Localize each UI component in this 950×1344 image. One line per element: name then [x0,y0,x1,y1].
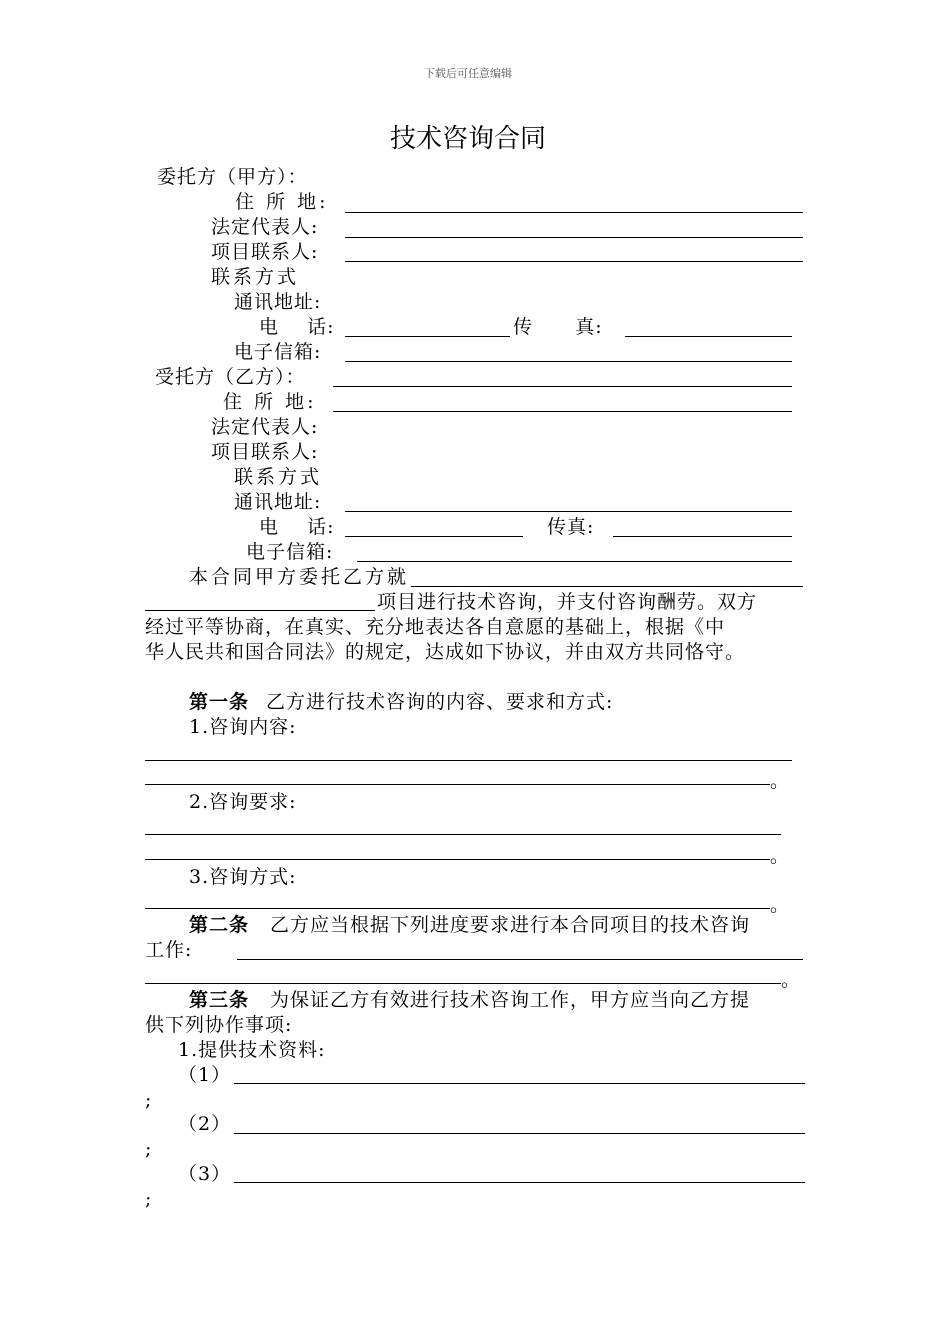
article-1-item-1: 1.咨询内容: [189,716,297,738]
party-a-heading: 委托方（甲方）： [157,166,308,188]
party-a-legal-rep-label: 法定代表人: [211,216,319,238]
party-b-mail-address-label: 通讯地址: [234,491,322,513]
party-a-phone-blank [345,336,510,337]
preamble-line-4: 华人民共和国合同法》的规定，达成如下协议，并由双方共同恪守。 [145,641,746,663]
party-b-name-blank [333,386,792,387]
article-2-label: 第二条 [189,914,250,936]
tech-material-2-semicolon: ; [145,1138,153,1160]
consult-requirement-blank-2 [145,859,770,860]
article-1-label: 第一条 [189,691,250,713]
tech-material-2-blank [234,1133,805,1134]
consult-content-period: 。 [770,770,791,792]
tech-material-1-label: （1） [178,1064,232,1086]
party-a-address-blank [345,212,803,213]
article-2-text: 乙方应当根据下列进度要求进行本合同项目的技术咨询 [270,914,751,936]
consult-content-blank-1 [145,760,792,761]
party-b-fax-label: 传真: [547,516,595,538]
tech-material-3-blank [234,1182,805,1183]
article-1-item-2: 2.咨询要求: [189,791,297,813]
schedule-blank-2 [145,983,781,984]
party-b-address-label: 住 所 地: [223,391,317,413]
header-note: 下载后可任意编辑 [424,67,512,80]
party-a-phone-label: 电 话: [259,316,335,338]
party-b-email-blank [357,561,792,562]
article-1-text: 乙方进行技术咨询的内容、要求和方式: [266,691,614,713]
party-b-fax-blank [613,536,792,537]
party-b-mail-address-blank [345,511,792,512]
tech-material-3-semicolon: ; [145,1188,153,1210]
preamble-line-3: 经过平等协商，在真实、充分地表达各自意愿的基础上，根据《中 [145,616,726,638]
schedule-period: 。 [781,969,802,991]
preamble-project-blank-2 [145,610,375,611]
party-b-legal-rep-label: 法定代表人: [211,416,319,438]
schedule-blank-1 [237,959,803,960]
article-2-cont: 工作: [145,939,193,961]
party-b-phone-label: 电 话: [259,516,335,538]
party-a-contact-method-label: 联系方式 [211,266,300,288]
consult-content-blank-2 [145,784,770,785]
party-a-email-label: 电子信箱: [234,341,322,363]
article-3-item-1: 1.提供技术资料: [178,1039,326,1061]
consult-method-period: 。 [770,894,791,916]
party-a-address-label: 住 所 地: [235,191,329,213]
party-a-legal-rep-blank [345,237,803,238]
party-b-contact-person-label: 项目联系人: [211,441,319,463]
party-a-fax-blank [625,336,792,337]
party-b-email-label: 电子信箱: [246,541,334,563]
page-title: 技术咨询合同 [390,124,547,154]
article-1-item-3: 3.咨询方式: [189,866,297,888]
party-a-email-blank [345,361,792,362]
article-3-text: 为保证乙方有效进行技术咨询工作，甲方应当向乙方提 [270,989,751,1011]
party-b-contact-method-label: 联系方式 [234,466,323,488]
party-a-fax-label: 传 真: [513,316,603,338]
party-a-mail-address-label: 通讯地址: [234,291,322,313]
consult-requirement-blank-1 [145,834,781,835]
preamble-line-1: 本合同甲方委托乙方就 [189,566,410,588]
article-3-label: 第三条 [189,989,250,1011]
party-a-contact-person-blank [345,261,803,262]
tech-material-1-blank [234,1083,805,1084]
preamble-project-blank-1 [411,586,803,587]
tech-material-1-semicolon: ; [145,1089,153,1111]
consult-requirement-period: 。 [770,845,791,867]
party-b-phone-blank [345,536,523,537]
preamble-line-2: 项目进行技术咨询，并支付咨询酬劳。双方 [377,591,758,613]
tech-material-2-label: （2） [178,1113,232,1135]
party-a-contact-person-label: 项目联系人: [211,241,319,263]
article-3-cont: 供下列协作事项: [145,1014,293,1036]
consult-method-blank [145,908,770,909]
party-b-address-blank [333,411,792,412]
tech-material-3-label: （3） [178,1163,232,1185]
party-b-heading: 受托方（乙方）： [155,366,306,388]
